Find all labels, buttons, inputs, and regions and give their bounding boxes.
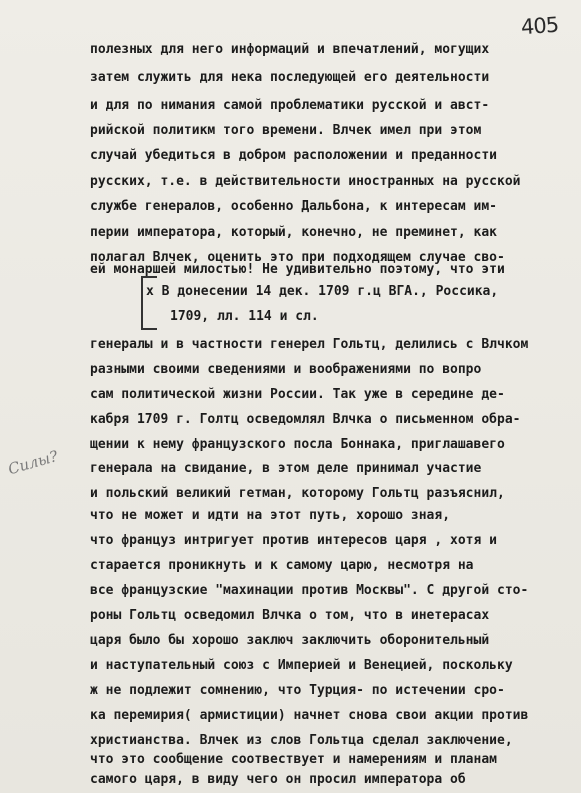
text-line: самого царя, в виду чего он просил императора об	[90, 772, 466, 787]
text-line: генерала на свидание, в этом деле принимал участие	[90, 461, 482, 476]
text-line: ж не подлежит сомнению, что Турция- по истечении сро-	[90, 683, 505, 698]
text-line: что француз интригует против интересов царя , хотя и	[90, 533, 497, 548]
text-line: старается проникнуть и к самому царю, несмотря на	[90, 558, 474, 573]
text-line: генералы и в частности генерел Гольтц, делились с Влчком	[90, 337, 529, 352]
text-line: затем служить для нека последующей его деятельности	[90, 70, 490, 85]
text-line: русских, т.е. в действительности иностранных на русской	[90, 174, 521, 189]
text-line: кабря 1709 г. Голтц осведомлял Влчка о письменном обра-	[90, 412, 521, 427]
text-line: перии императора, который, конечно, не преминет, как	[90, 225, 497, 240]
text-line: что не может и идти на этот путь, хорошо зная,	[90, 508, 451, 523]
text-line: и наступательный союз с Империей и Венецией, поскольку	[90, 658, 513, 673]
text-line: все французские "махинации против Москвы". С другой сто-	[90, 583, 529, 598]
text-line: службе генералов, особенно Дальбона, к интересам им-	[90, 199, 497, 214]
footnote-line: 1709, лл. 114 и сл.	[170, 309, 319, 324]
handwritten-margin-note: Силы?	[6, 446, 60, 479]
text-line: полезных для него информаций и впечатлений, могущих	[90, 42, 490, 57]
text-line: и польский великий гетман, которому Гольтц разъяснил,	[90, 486, 505, 501]
text-line: случай убедиться в добром расположении и преданности	[90, 148, 497, 163]
folio-number: 405	[520, 12, 559, 40]
text-line: сам политической жизни России. Так уже в середине де-	[90, 387, 505, 402]
footnote-line: x В донесении 14 дек. 1709 г.ц ВГА., Россика,	[146, 284, 499, 299]
text-line: что это сообщение соотвествует и намерениям и планам	[90, 752, 497, 767]
text-line: христианства. Влчек из слов Гольтца сделал заключение,	[90, 733, 513, 748]
text-line: щении к нему французского посла Боннака, приглашавего	[90, 437, 505, 452]
text-line: ка перемирия( армистиции) начнет снова свои акции против	[90, 708, 529, 723]
text-line: разными своими сведениями и воображениями по вопро	[90, 362, 482, 377]
text-line: полагал Влчек, оценить это при подходящем случае сво-	[90, 250, 505, 265]
text-line: рийской политикм того времени. Влчек имел при этом	[90, 123, 482, 138]
text-line: и для по нимания самой проблематики русской и авст-	[90, 98, 490, 113]
text-line: роны Гольтц осведомил Влчка о том, что в инетерасах	[90, 608, 490, 623]
text-line: царя было бы хорошо заключ заключить оборонительный	[90, 633, 490, 648]
text-line: ей монаршей милостью! Не удивительно поэтому, что эти	[90, 262, 505, 277]
